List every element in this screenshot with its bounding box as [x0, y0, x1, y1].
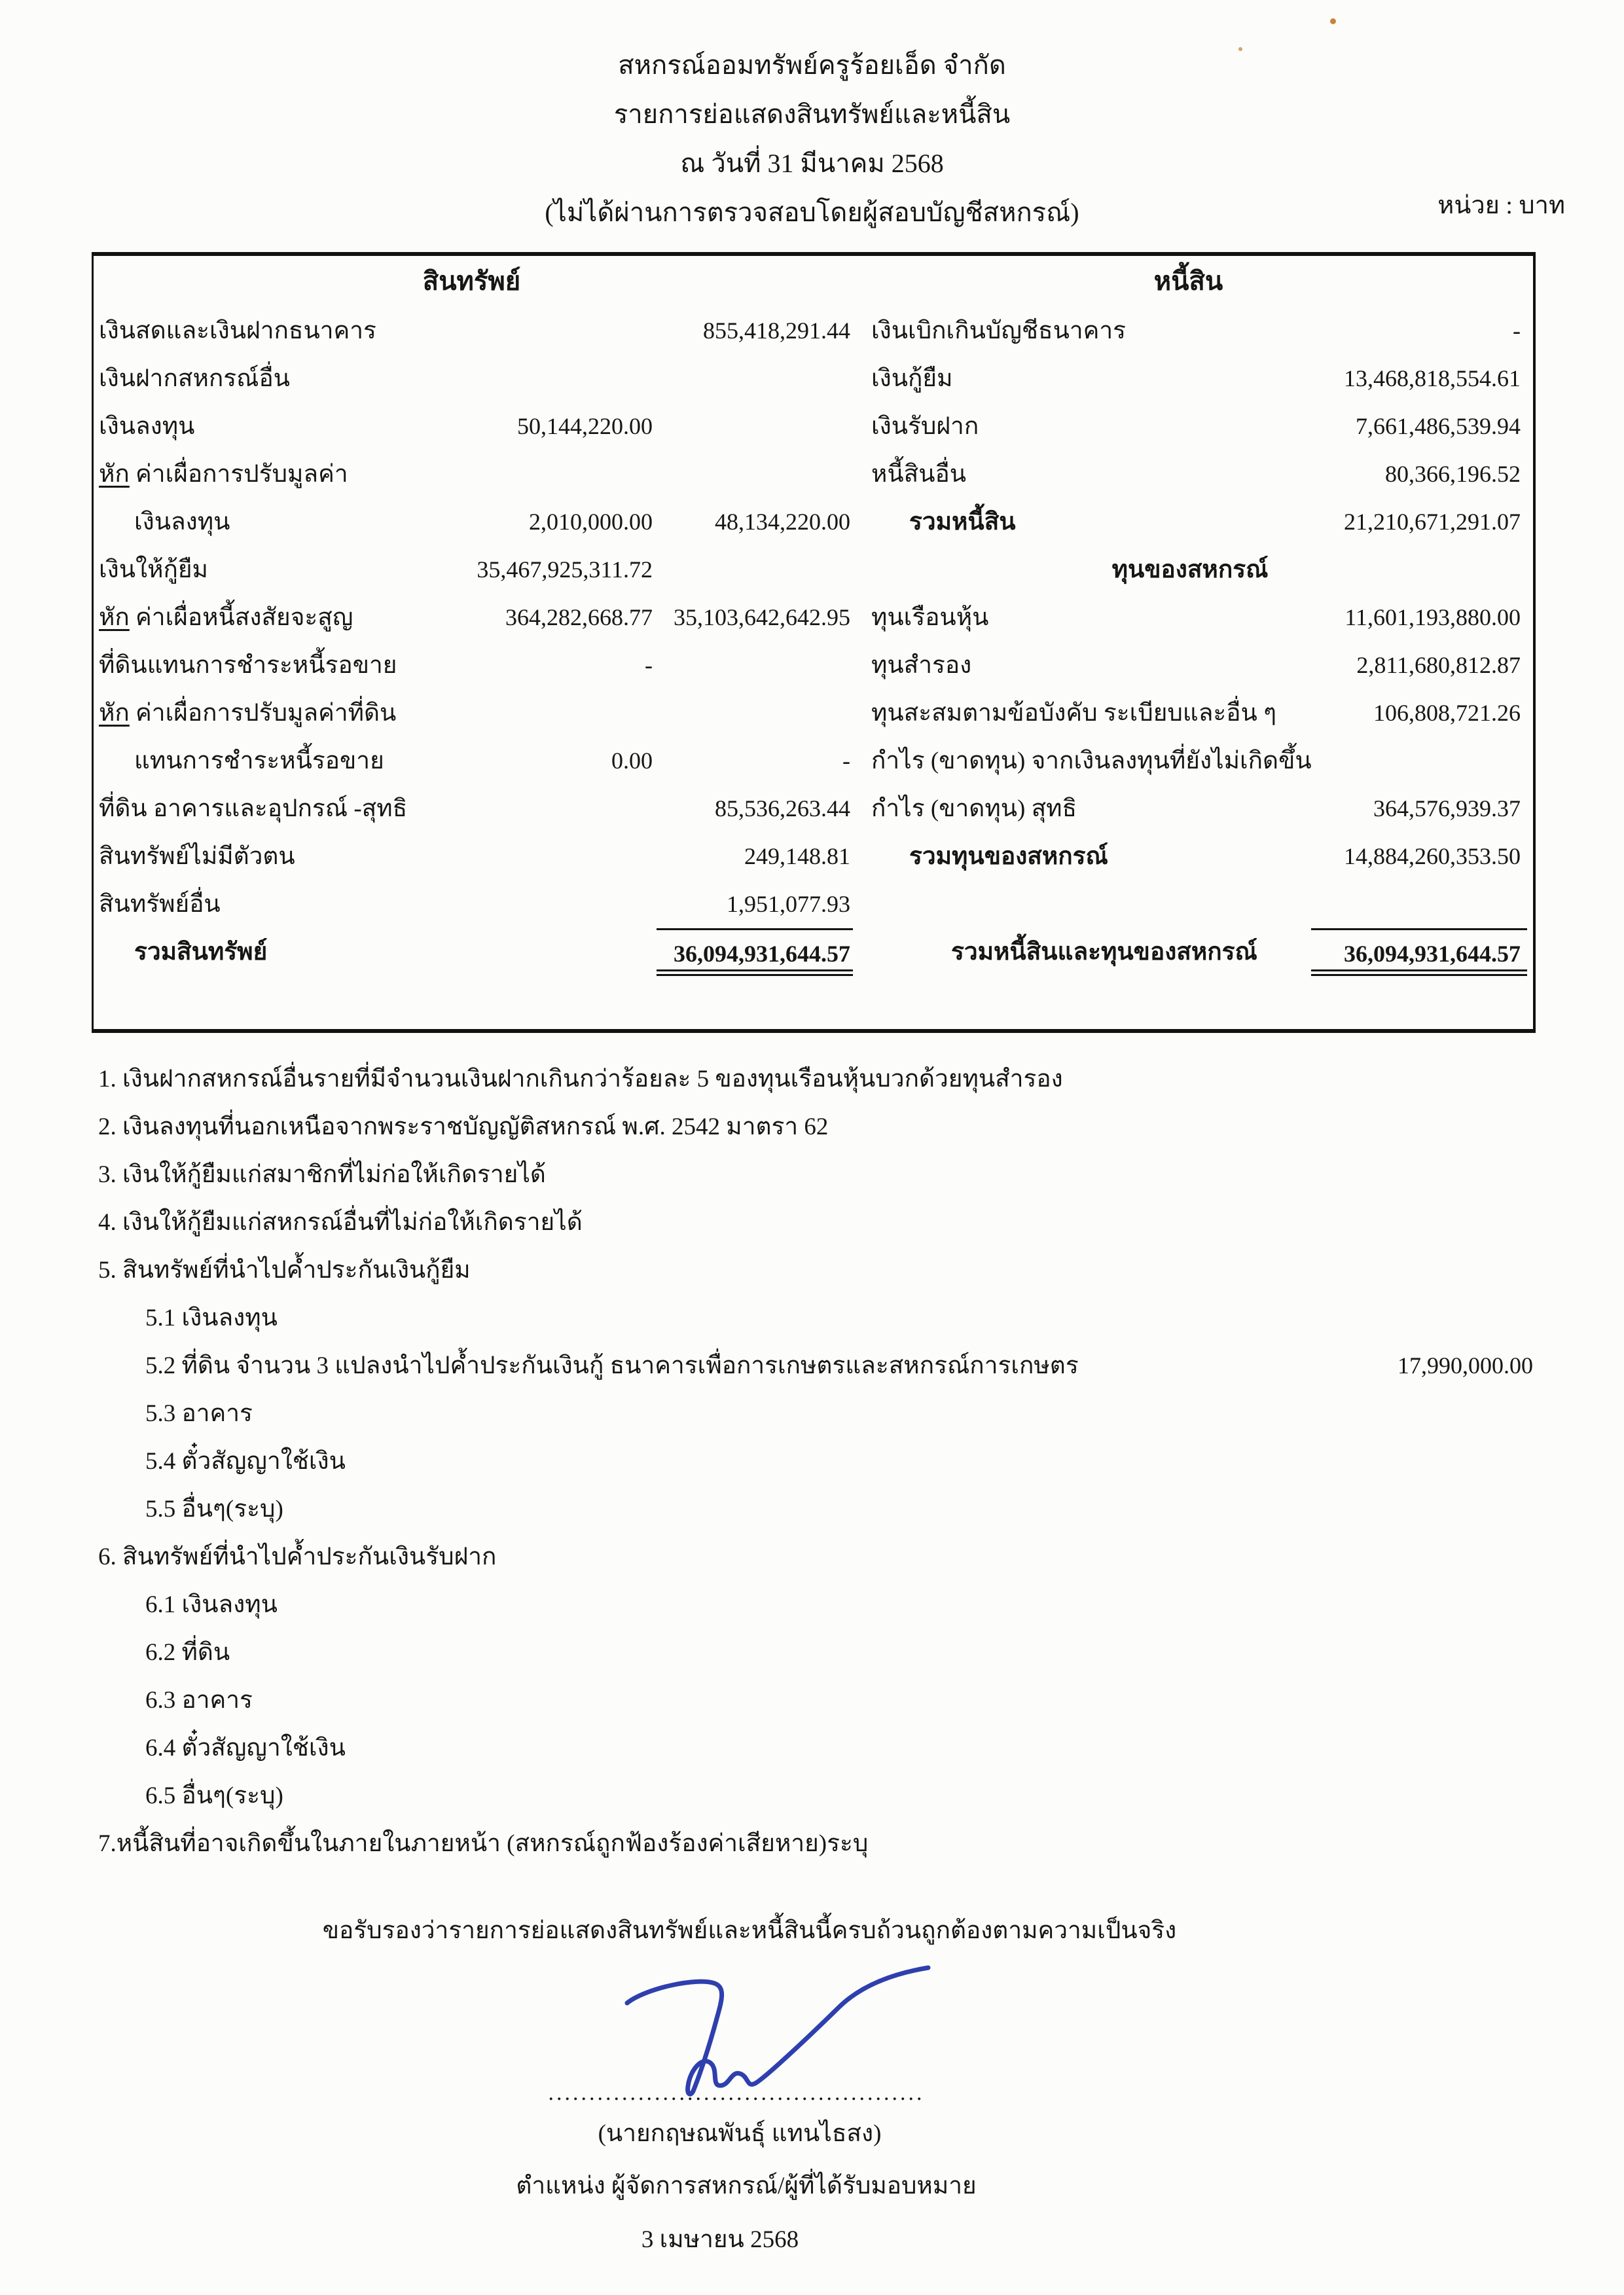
deduction-prefix: หัก	[99, 604, 130, 631]
note-text: 4. เงินให้กู้ยืมแก่สหกรณ์อื่นที่ไม่ก่อให้เกิดรายได้	[98, 1209, 583, 1236]
deduction-prefix: หัก	[99, 461, 130, 488]
liability-amount: 80,366,196.52	[1385, 461, 1521, 487]
note-text: 6.3 อาคาร	[145, 1687, 253, 1714]
asset-amount	[657, 403, 853, 450]
certification-statement: ขอรับรองว่ารายการย่อแสดงสินทรัพย์และหนี้สินนี้ครบถ้วนถูกต้องตามความเป็นจริง	[322, 1917, 1177, 1944]
asset-amount-inner	[454, 785, 657, 833]
asset-amount: -	[842, 748, 850, 774]
note-text: 6. สินทรัพย์ที่นำไปค้ำประกันเงินรับฝาก	[98, 1544, 497, 1570]
table-row	[94, 689, 1533, 737]
note-text: 6.5 อื่นๆ(ระบุ)	[145, 1782, 283, 1809]
asset-amount-inner: 0.00	[611, 748, 653, 774]
note-item	[98, 1055, 1545, 1103]
table-row	[94, 785, 1533, 833]
table-rows	[94, 307, 1533, 976]
signature-dotted-line: ..............................................	[548, 2081, 925, 2105]
asset-label: ที่ดิน อาคารและอุปกรณ์ -สุทธิ	[99, 795, 408, 822]
asset-amount-inner	[454, 355, 657, 403]
note-text: 5.1 เงินลงทุน	[145, 1305, 278, 1331]
note-amount: 17,990,000.00	[1398, 1352, 1533, 1379]
table-row	[94, 833, 1533, 880]
equity-section-header: ทุนของสหกรณ์	[1111, 556, 1269, 583]
asset-amount: 35,103,642,642.95	[674, 604, 850, 630]
note-text: 1. เงินฝากสหกรณ์อื่นรายที่มีจำนวนเงินฝากเกินกว่าร้อยละ 5 ของทุนเรือนหุ้นบวกด้วยทุนสำรอง	[98, 1066, 1063, 1093]
liability-label: ทุนสะสมตามข้อบังคับ ระเบียบและอื่น ๆ	[871, 700, 1276, 727]
org-name: สหกรณ์ออมทรัพย์ครูร้อยเอ็ด จำกัด	[618, 50, 1006, 80]
note-text: 6.4 ตั๋วสัญญาใช้เงิน	[145, 1735, 346, 1762]
as-of-date: ณ วันที่ 31 มีนาคม 2568	[680, 149, 944, 178]
note-item	[98, 1103, 1545, 1151]
asset-amount	[657, 642, 853, 689]
note-item	[98, 1294, 1545, 1342]
asset-amount: 1,951,077.93	[727, 891, 850, 917]
note-text: 7.หนี้สินที่อาจเกิดขึ้นในภายในภายหน้า (สหกรณ์ถูกฟ้องร้องค่าเสียหาย)ระบุ	[98, 1830, 869, 1857]
asset-label: สินทรัพย์อื่น	[99, 891, 221, 918]
signatory-position: ตำแหน่ง ผู้จัดการสหกรณ์/ผู้ที่ได้รับมอบหมาย	[516, 2173, 977, 2199]
asset-label: เงินลงทุน	[134, 509, 230, 535]
note-item	[98, 1199, 1545, 1246]
note-text: 6.1 เงินลงทุน	[145, 1591, 278, 1618]
asset-amount-inner	[454, 689, 657, 737]
note-text: 3. เงินให้กู้ยืมแก่สมาชิกที่ไม่ก่อให้เกิดรายได้	[98, 1161, 546, 1188]
signatory-name: (นายกฤษณพันธุ์ แทนไธสง)	[598, 2120, 882, 2147]
report-title: รายการย่อแสดงสินทรัพย์และหนี้สิน	[613, 99, 1011, 129]
asset-label: เงินลงทุน	[99, 413, 195, 440]
asset-label: เงินให้กู้ยืม	[99, 556, 208, 583]
note-item	[98, 1533, 1545, 1581]
asset-label: หัก ค่าเผื่อการปรับมูลค่า	[99, 461, 348, 488]
asset-label: เงินฝากสหกรณ์อื่น	[99, 365, 290, 392]
asset-amount-inner: 50,144,220.00	[517, 413, 653, 439]
document-date: 3 เมษายน 2568	[641, 2226, 799, 2253]
liability-label: ทุนสำรอง	[871, 652, 972, 679]
note-item	[98, 1342, 1545, 1390]
asset-amount: 48,134,220.00	[715, 509, 850, 535]
unaudited-note: (ไม่ได้ผ่านการตรวจสอบโดยผู้สอบบัญชีสหกรณ์)	[545, 198, 1079, 227]
asset-amount-inner: 35,467,925,311.72	[477, 556, 653, 583]
table-row	[94, 546, 1533, 594]
liability-label: เงินเบิกเกินบัญชีธนาคาร	[871, 317, 1127, 344]
asset-label: แทนการชำระหนี้รอขาย	[134, 748, 384, 774]
liability-amount: 14,884,260,353.50	[1344, 843, 1521, 869]
asset-amount: 36,094,931,644.57	[657, 928, 853, 976]
note-item	[98, 1724, 1545, 1772]
note-item	[98, 1772, 1545, 1820]
liability-amount: 13,468,818,554.61	[1344, 365, 1521, 391]
table-row	[94, 880, 1533, 928]
table-row	[94, 928, 1533, 976]
asset-amount-inner	[454, 450, 657, 498]
liability-amount: 11,601,193,880.00	[1344, 604, 1521, 630]
liability-label: รวมทุนของสหกรณ์	[909, 843, 1108, 870]
asset-amount: 249,148.81	[744, 843, 850, 869]
liability-label: กำไร (ขาดทุน) สุทธิ	[871, 795, 1077, 822]
note-item	[98, 1581, 1545, 1629]
note-text: 5.4 ตั๋วสัญญาใช้เงิน	[145, 1448, 346, 1475]
asset-label: หัก ค่าเผื่อหนี้สงสัยจะสูญ	[99, 604, 353, 631]
note-text: 5.5 อื่นๆ(ระบุ)	[145, 1496, 283, 1523]
asset-amount-inner: 2,010,000.00	[529, 509, 653, 535]
asset-amount-inner: -	[645, 652, 653, 678]
asset-label: รวมสินทรัพย์	[134, 939, 268, 966]
asset-label: หัก ค่าเผื่อการปรับมูลค่าที่ดิน	[99, 700, 397, 727]
document-header	[0, 41, 1624, 237]
liability-label: กำไร (ขาดทุน) จากเงินลงทุนที่ยังไม่เกิดขึ้น	[871, 748, 1312, 774]
asset-amount: 855,418,291.44	[703, 317, 850, 344]
scan-artifact	[1330, 18, 1336, 24]
liability-label: รวมหนี้สินและทุนของสหกรณ์	[951, 939, 1257, 966]
liability-amount: 21,210,671,291.07	[1344, 509, 1521, 535]
liability-amount: 7,661,486,539.94	[1356, 413, 1521, 439]
asset-amount	[657, 355, 853, 403]
liability-label: รวมหนี้สิน	[909, 509, 1016, 535]
note-text: 5.3 อาคาร	[145, 1400, 253, 1427]
note-item	[98, 1629, 1545, 1676]
liability-label: เงินรับฝาก	[871, 413, 979, 440]
liability-amount: 2,811,680,812.87	[1356, 652, 1521, 678]
liability-amount	[1311, 737, 1527, 785]
liability-label: เงินกู้ยืม	[871, 365, 953, 392]
liabilities-header: หนี้สิน	[1153, 266, 1223, 296]
note-item	[98, 1820, 1545, 1868]
table-row	[94, 403, 1533, 450]
note-text: 5. สินทรัพย์ที่นำไปค้ำประกันเงินกู้ยืม	[98, 1257, 471, 1284]
liability-amount: -	[1513, 317, 1521, 344]
table-row	[94, 307, 1533, 355]
liability-amount: 364,576,939.37	[1373, 795, 1521, 822]
table-row	[94, 355, 1533, 403]
table-row	[94, 498, 1533, 546]
assets-header: สินทรัพย์	[422, 266, 521, 296]
note-text: 6.2 ที่ดิน	[145, 1639, 230, 1666]
note-item	[98, 1151, 1545, 1199]
asset-amount	[657, 689, 853, 737]
asset-label: ที่ดินแทนการชำระหนี้รอขาย	[99, 652, 397, 679]
asset-amount-inner	[454, 307, 657, 355]
liability-amount: 36,094,931,644.57	[1311, 928, 1527, 976]
asset-amount	[657, 546, 853, 594]
table-row	[94, 737, 1533, 785]
table-row	[94, 594, 1533, 642]
note-text: 2. เงินลงทุนที่นอกเหนือจากพระราชบัญญัติสหกรณ์ พ.ศ. 2542 มาตรา 62	[98, 1113, 829, 1140]
note-text: 5.2 ที่ดิน จำนวน 3 แปลงนำไปค้ำประกันเงินกู้ ธนาคารเพื่อการเกษตรและสหกรณ์การเกษตร	[145, 1352, 1079, 1379]
deduction-prefix: หัก	[99, 700, 130, 727]
liability-amount	[1311, 880, 1527, 928]
asset-amount-inner	[454, 880, 657, 928]
scan-artifact	[1238, 47, 1242, 51]
note-item	[98, 1676, 1545, 1724]
unit-label: หน่วย : บาท	[1437, 192, 1565, 219]
asset-amount-inner: 364,282,668.77	[505, 604, 653, 630]
note-item	[98, 1437, 1545, 1485]
liability-label	[853, 880, 1311, 928]
table-row	[94, 450, 1533, 498]
asset-label: สินทรัพย์ไม่มีตัวตน	[99, 843, 295, 870]
note-item	[98, 1485, 1545, 1533]
asset-amount: 85,536,263.44	[715, 795, 850, 822]
note-item	[98, 1390, 1545, 1437]
asset-label: เงินสดและเงินฝากธนาคาร	[99, 317, 376, 344]
balance-sheet-table	[92, 252, 1536, 1033]
notes-section	[98, 1055, 1545, 1868]
note-item	[98, 1246, 1545, 1294]
asset-amount-inner	[454, 928, 657, 976]
asset-amount-inner	[454, 833, 657, 880]
liability-label: หนี้สินอื่น	[871, 461, 967, 488]
table-row	[94, 642, 1533, 689]
column-headers	[94, 256, 1533, 307]
asset-amount	[657, 450, 853, 498]
liability-amount: 106,808,721.26	[1373, 700, 1521, 726]
liability-label: ทุนเรือนหุ้น	[871, 604, 989, 631]
